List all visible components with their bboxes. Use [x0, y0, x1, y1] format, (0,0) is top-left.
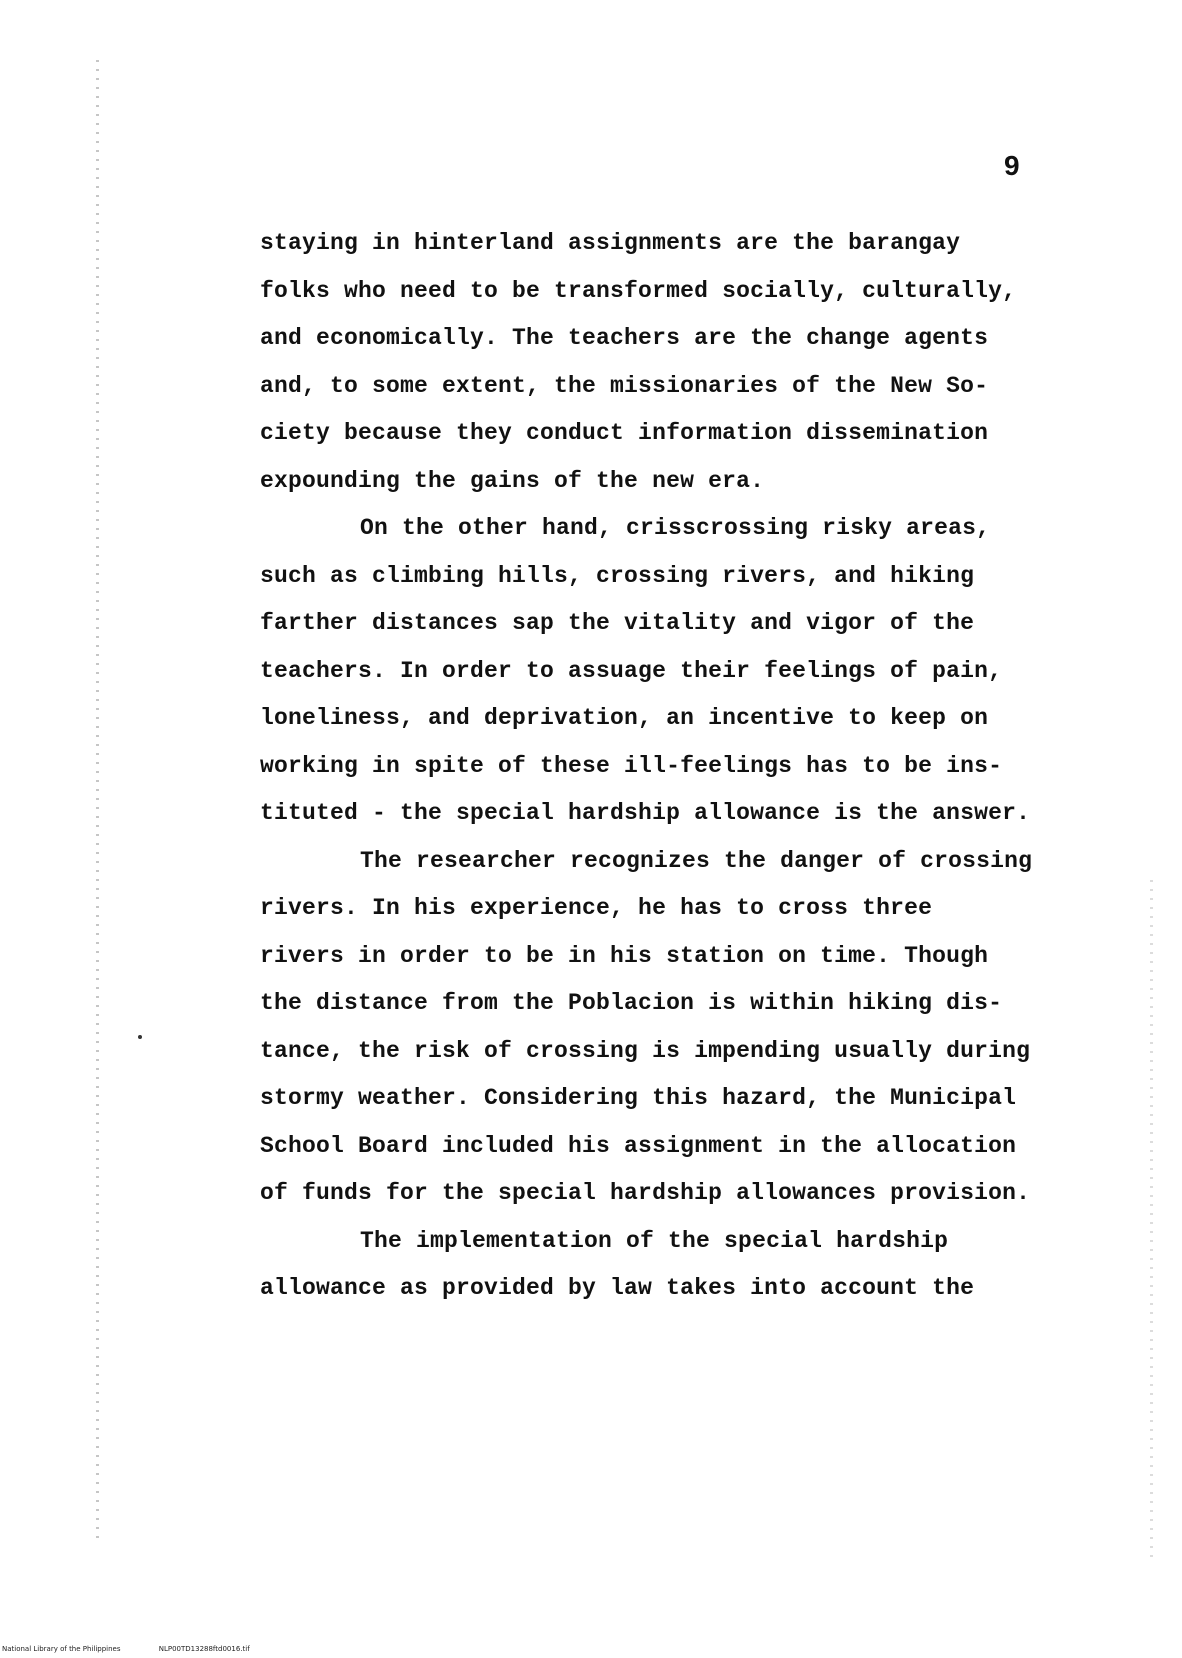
text-line: working in spite of these ill-feelings has to be ins- [260, 752, 1003, 779]
text-line: loneliness, and deprivation, an incentive to keep on [260, 705, 989, 731]
text-line: farther distances sap the vitality and vigor of the [260, 610, 975, 636]
paragraph-2 [260, 505, 1060, 838]
body-text [260, 220, 1060, 1313]
footer-library: National Library of the Philippines [2, 1645, 121, 1653]
text-line: staying in hinterland assignments are the barangay [260, 230, 961, 256]
text-line: teachers. In order to assuage their feelings of pain, [260, 657, 1003, 684]
text-line: The researcher recognizes the danger of crossing [360, 847, 1033, 874]
scan-speck [138, 1035, 142, 1039]
page-number: 9 [1004, 150, 1020, 181]
text-line: rivers. In his experience, he has to cross three [260, 895, 933, 921]
text-line: folks who need to be transformed socially, culturally, [260, 277, 1017, 304]
scan-footer [2, 1645, 286, 1653]
scan-edge-right [1150, 880, 1153, 1560]
paragraph-1 [260, 220, 1060, 505]
text-line: rivers in order to be in his station on time. Though [260, 942, 989, 969]
text-line: tituted - the special hardship allowance is the answer. [260, 800, 1031, 826]
text-line: the distance from the Poblacion is within hiking dis- [260, 990, 1003, 1016]
text-line: The implementation of the special hardship [360, 1227, 949, 1254]
paragraph-4 [260, 1218, 1060, 1313]
scan-edge-left [96, 60, 99, 1540]
text-line: expounding the gains of the new era. [260, 467, 765, 494]
text-line: tance, the risk of crossing is impending usually during [260, 1037, 1031, 1064]
text-line: stormy weather. Considering this hazard, the Municipal [260, 1085, 1017, 1111]
text-line: of funds for the special hardship allowances provision. [260, 1180, 1031, 1206]
text-line: School Board included his assignment in the allocation [260, 1132, 1017, 1159]
text-line: On the other hand, crisscrossing risky areas, [360, 515, 991, 541]
text-line: ciety because they conduct information dissemination [260, 420, 989, 446]
text-line: allowance as provided by law takes into account the [260, 1275, 975, 1301]
paragraph-3 [260, 838, 1060, 1218]
text-line: and, to some extent, the missionaries of the New So- [260, 372, 989, 399]
text-line: such as climbing hills, crossing rivers, and hiking [260, 562, 975, 589]
footer-filename: NLP00TD13288ftd0016.tif [158, 1645, 250, 1653]
text-line: and economically. The teachers are the change agents [260, 325, 989, 351]
